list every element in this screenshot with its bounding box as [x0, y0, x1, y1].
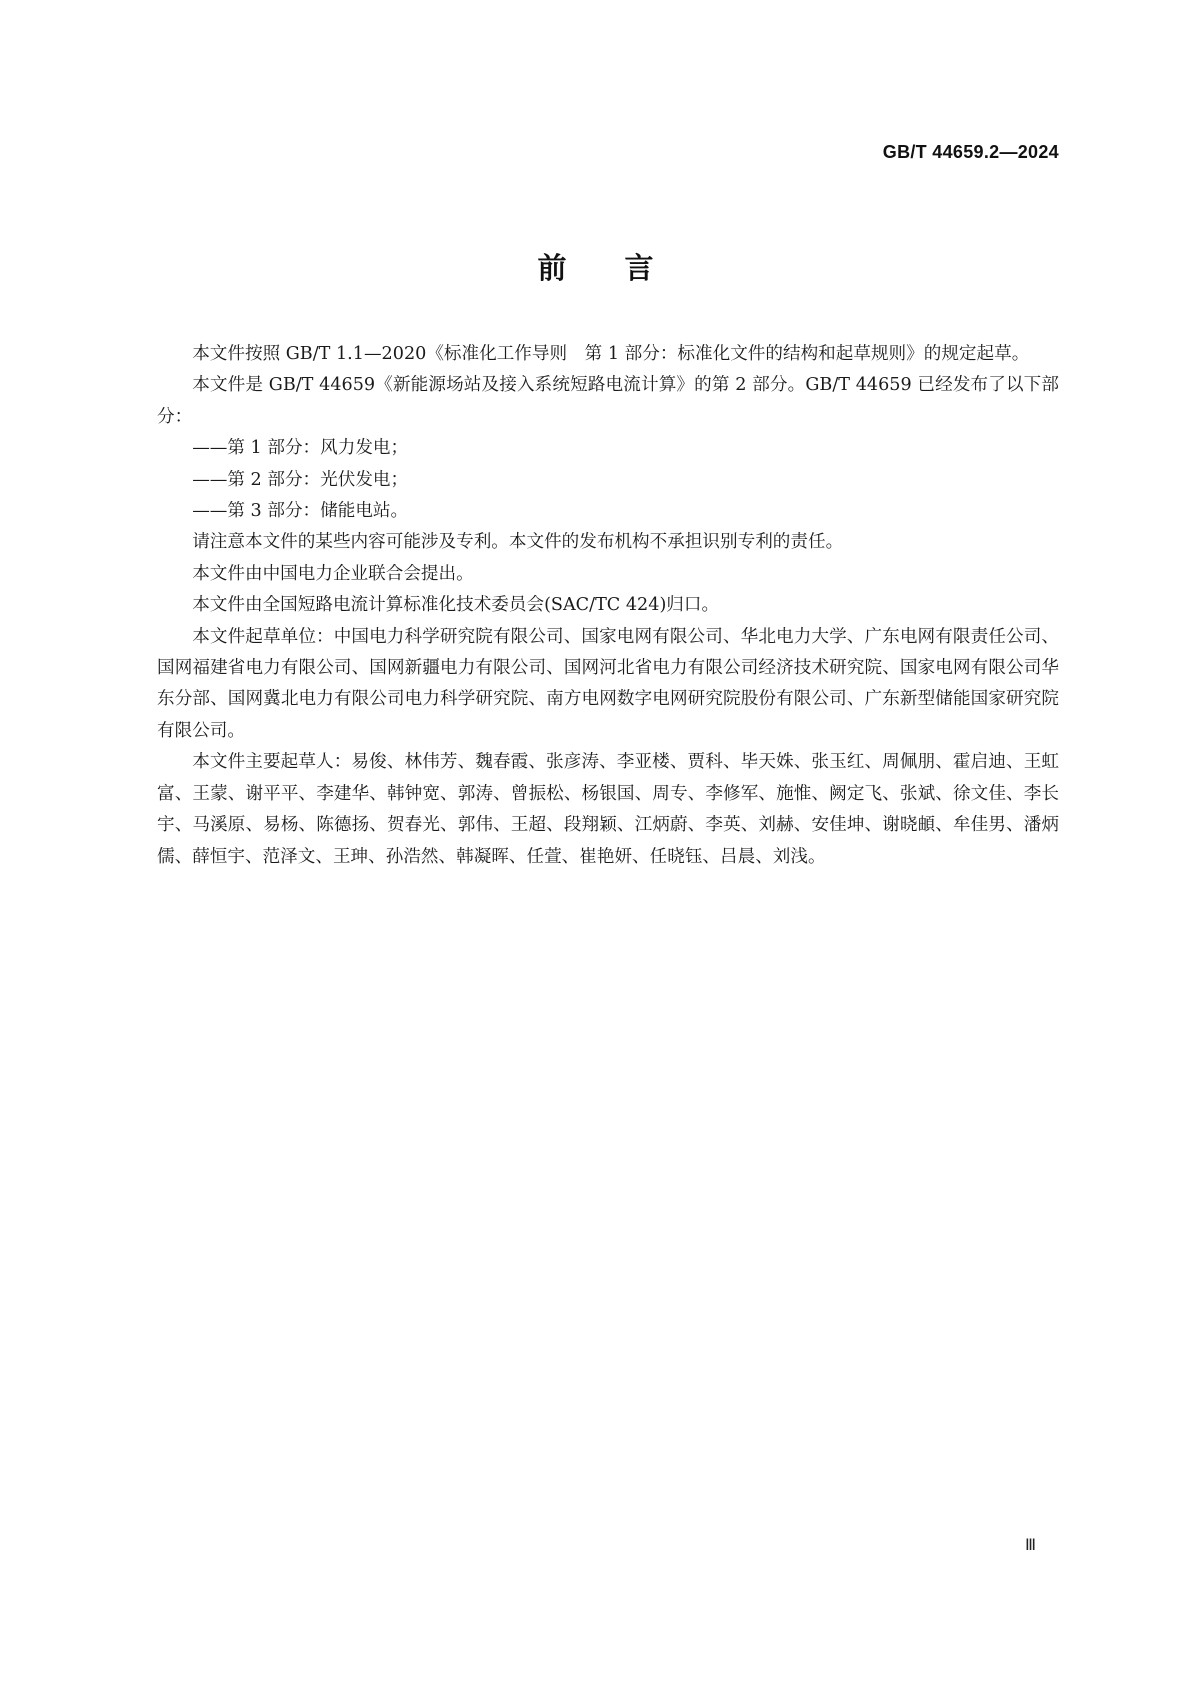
- standard-number: GB/T 44659.2—2024: [882, 142, 1059, 162]
- paragraph-drafters: 本文件主要起草人：易俊、林伟芳、魏春霞、张彦涛、李亚楼、贾科、毕天姝、张玉红、周佩朋、霍启迪、王虹富、王蒙、谢平平、李建华、韩钟宽、郭涛、曾振松、杨银国、周专、李修军、施惟、阙定飞、张斌、徐文佳、李长宇、马溪原、易杨、陈德扬、贺春光、郭伟、王超、段翔颖、江炳蔚、李英、刘赫、安佳坤、谢晓頔、牟佳男、潘炳儒、薛恒宇、范泽文、王珅、孙浩然、韩凝晖、任萱、崔艳妍、任晓钰、吕晨、刘浅。: [157, 752, 1059, 867]
- list-item-part-3: ——第 3 部分：储能电站。: [192, 501, 409, 522]
- page-title: 前言: [537, 251, 712, 285]
- paragraph-parts-intro: 本文件是 GB/T 44659《新能源场站及接入系统短路电流计算》的第 2 部分。GB/T 44659 已经发布了以下部分：: [157, 375, 1059, 427]
- paragraph-drafting-units: 本文件起草单位：中国电力科学研究院有限公司、国家电网有限公司、华北电力大学、广东电网有限责任公司、国网福建省电力有限公司、国网新疆电力有限公司、国网河北省电力有限公司经济技术研究院、国家电网有限公司华东分部、国网冀北电力有限公司电力科学研究院、南方电网数字电网研究院股份有限公司、广东新型储能国家研究院有限公司。: [157, 626, 1059, 741]
- paragraph-proposer: 本文件由中国电力企业联合会提出。: [192, 563, 474, 584]
- paragraph-drafting-rules: 本文件按照 GB/T 1.1—2020《标准化工作导则 第 1 部分：标准化文件的结构和起草规则》的规定起草。: [192, 344, 1030, 364]
- paragraph-centralized-by: 本文件由全国短路电流计算标准化技术委员会(SAC/TC 424)归口。: [192, 595, 720, 616]
- list-item-part-2: ——第 2 部分：光伏发电；: [192, 469, 409, 490]
- list-item-part-1: ——第 1 部分：风力发电；: [192, 438, 409, 459]
- paragraph-patent-notice: 请注意本文件的某些内容可能涉及专利。本文件的发布机构不承担识别专利的责任。: [192, 532, 844, 553]
- page-number: Ⅲ: [1024, 1537, 1035, 1554]
- foreword-body: [157, 339, 1059, 873]
